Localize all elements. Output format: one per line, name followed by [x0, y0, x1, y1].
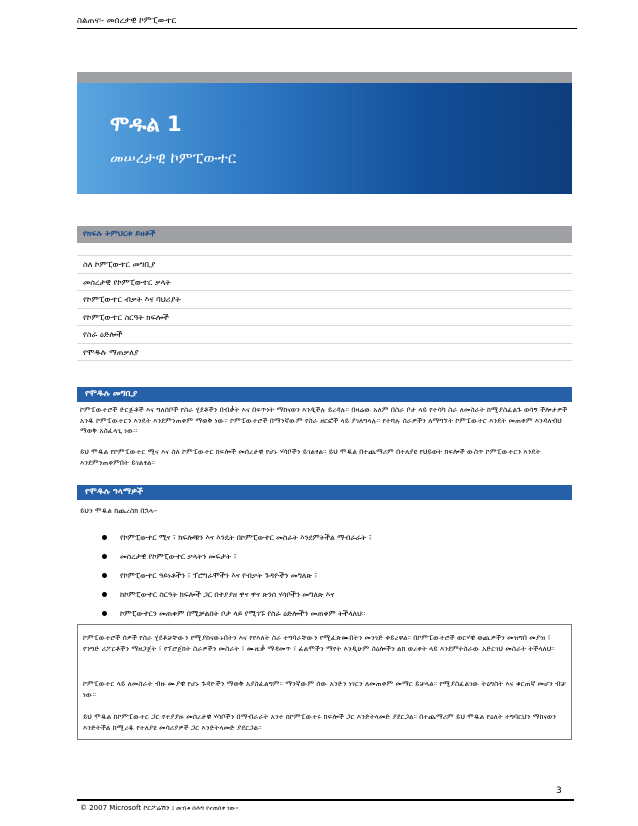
banner-top-band [77, 72, 572, 83]
header-rule [77, 28, 577, 29]
list-item [77, 243, 572, 256]
list-item: ከኮምፒውተር ስርዓት ክፍሎች ጋር በተያያዘ ዋና ዋና ጽንሰ ሃሳቦችን መግለጽ እና [102, 585, 567, 604]
module-number: ሞዱል 1 [110, 112, 182, 136]
footer-rule [77, 799, 574, 801]
footer-rights: ፤ መብቱ በሕግ የተጠበቀ ነው። [171, 805, 239, 812]
box-paragraph: ኮምፒውተሮች ሰዎች የስራ ሂደቶቻቸውን የሚያከናውኑበትን እና የየእለት ስራ ተግባራቸውን የሚፈጽሙበትን መንገድ ቀይረዋል። በኮምፒውተሮች ወርሃዊ ወጪዎችን መዝግበ መያዝ ፣ የንግድ ሪፖርቶችን ማዘጋጀት ፣ የፕሮጀክት ስራዎችን መስራት ፣ ሙዚቃ ማዳመጥ ፣ ፊልሞችን ማየት እንዲሁም ስዕሎችን ልክ ወረቀት ላይ እንደምትስራው አድርገህ መስራት ትችላለህ። [83, 633, 555, 653]
list-item: የስራ ዕድሎች [77, 326, 572, 344]
module-contents-header: የክፍሉ ትምህርቱ ይዘቶች [77, 226, 572, 243]
box-paragraph: ይህ ሞዱል ከኮምፒውተር ጋር የተያያዙ መሰረታዊ ሃሳቦችን በማብራራት አንተ ከኮምፒውተሩ ክፍሎች ጋር እንድትላመድ ያደርጋል። በተጨማሪም ይህ ሞዱል የዕለት ተግባርህን ማከናወን እንድትችል ከሚረዱ የተለያዩ መሳሪያዎች ጋር እንድትላመድ ያደርጋል። [83, 712, 557, 732]
footer [80, 804, 238, 813]
running-header: ስልጠና፡- መሰረታዊ ኮምፒውተር [77, 16, 177, 26]
module-contents-table [77, 226, 572, 361]
goals-section-header: የሞዱሉ ዓላማዎች [77, 485, 572, 500]
intro-paragraph: ይህ ሞዱል የኮምፒውተር ሚና እና ስለ ኮምፒውተር ክፍሎች መሰረታዊ የሆኑ ሃሳቦችን ይገልፃል። ይህ ሞዱል በተጨማሪም በተለያዩ የህይወት ክፍሎች ውስጥ ኮምፒውተርን እንዴት እንደምንጠቀምበት ይገልፃል። [80, 447, 541, 467]
list-item: ስለ ኮምፒውተር መግቢያ [77, 256, 572, 274]
list-item: የሞዱሉ ማጠቃለያ [77, 344, 572, 362]
list-item: መሰረታዊ የኮምፒውተር ቃላት [77, 274, 572, 292]
goals-lead: ይህን ሞዱል ከጨረስክ በኋላ፡- [80, 506, 158, 515]
footer-copyright: © 2007 Microsoft ኮርፖሬሽን [80, 804, 170, 812]
list-item: ኮምፒውተርን መጠቀም በሚቻልበት ቦታ ላይ የሚገኙ የስራ ዕድሎችን መጠቀም ትችላለህ። [102, 604, 567, 623]
list-item: የኮምፒውተር ዓይነቶችን ፣ ፕሮግራሞችን እና የብቃት ጉዳዮችን መግለጽ ፣ [102, 566, 567, 585]
box-paragraph: ኮምፒውተር ላይ ለመስራት ብዙ ሙያዊ የሆኑ ጉዳዮችን ማወቅ አያስፈልግም። ማንኛውም ሰው አንድን ነገርን ለመጠቀም መማር ይቻላል። የሚያስፈልገው ትዕግስት እና ቁርጠኛ መሆን ብቻ ነው። [83, 679, 567, 699]
goals-list [102, 528, 567, 623]
list-item: የኮምፒውተር ስርዓት ክፍሎች [77, 309, 572, 327]
module-banner [77, 83, 572, 194]
list-item: መሰረታዊ የኮምፒውተር ቃላትን መፍታት ፣ [102, 547, 567, 566]
module-contents-list [77, 243, 572, 361]
intro-paragraph: ኮምፒውተሮች ድርጅቶች እና ግለሰቦች የስራ ሂደቶችን በብቃት እና በፍጥነት ማከናወን እንዲችሉ ይረዳሉ። በዛሬው አለም በስራ ቦታ ላይ የተሳካ ስራ ለመስራት ከሚያስፈልጉ ወሳኝ ችሎታዎች አንዱ ኮምፒውተርን እንዴት እንደምንጠቀም ማወቅ ነው። ኮምፒውተሮች በማንኛውም የስራ ዘርፎች ላይ ያገለግላሉ። የተሻሉ ስራዎችን ለማግኘት ኮምፒውተር እንዴት መጠቀም እንዳለብህ ማወቅ አስፈላጊ ነው። [80, 405, 568, 435]
module-title: መሠረታዊ ኮምፒውተር [110, 149, 237, 167]
list-item: የኮምፒውተር ሚና ፣ ክፍሎቹን እና እንዴት በኮምፒውተር መስራት እንደምትችል ማብራራት ፣ [102, 528, 567, 547]
list-item: የኮምፒውተር ብቃት እና ባህሪያት [77, 291, 572, 309]
page-number: 3 [556, 786, 562, 796]
intro-section-header: የሞዱሉ መግቢያ [77, 387, 572, 402]
